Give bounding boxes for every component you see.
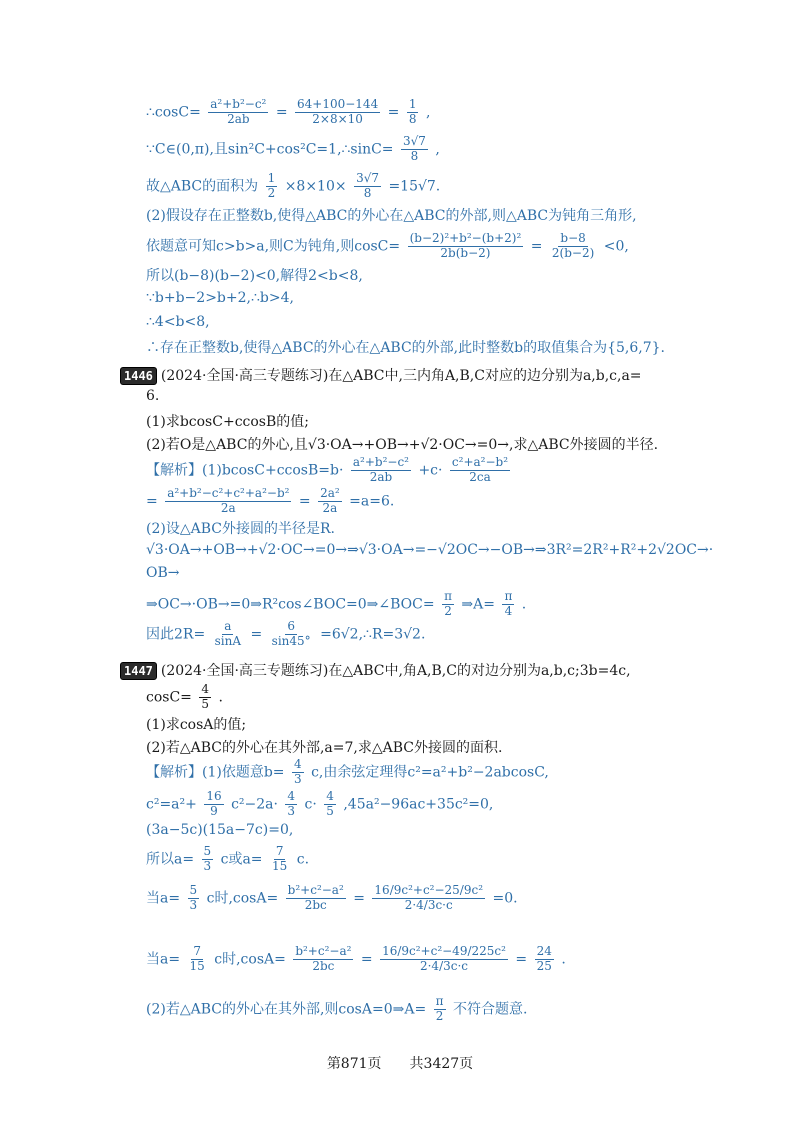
fraction: [270, 845, 289, 874]
text: =: [275, 104, 288, 121]
numerator: 4: [287, 789, 296, 803]
solution-line: [146, 790, 493, 819]
solution-line: ∵b+b−2>b+2,∴b>4,: [146, 290, 294, 306]
numerator: a²+b²−c²+c²+a²−b²: [167, 486, 290, 500]
denominator: 3: [189, 897, 198, 912]
numerator: 1: [408, 97, 417, 111]
fraction: [295, 98, 380, 127]
fraction: [213, 620, 243, 649]
denominator: 2b(b−2): [440, 245, 491, 260]
solution-line: [146, 456, 513, 485]
text: .: [521, 596, 527, 613]
fraction: [204, 790, 223, 819]
numerator: π: [444, 589, 452, 603]
text: ∵C∈(0,π),且sin²C+cos²C=1,∴sinC=: [146, 141, 394, 158]
denominator: sinA: [214, 633, 242, 648]
solution-line: [146, 620, 425, 649]
denominator: 2: [267, 185, 276, 200]
fraction: [550, 232, 596, 261]
text: <0,: [603, 238, 629, 255]
denominator: 4: [504, 603, 513, 618]
numerator: c²+a²−b²: [451, 455, 509, 469]
problem-question-2: (2)若△ABC的外心在其外部,a=7,求△ABC外接圆的面积.: [146, 740, 503, 756]
numerator: 16/9c²+c²−25/9c²: [374, 883, 484, 897]
denominator: 2(b−2): [551, 245, 595, 260]
numerator: 4: [326, 789, 334, 803]
fraction: [208, 98, 268, 127]
text: =0.: [492, 890, 518, 907]
text: ⇒OC→·OB→=0⇒R²cos∠BOC=0⇒∠BOC=: [146, 596, 435, 613]
fraction: [407, 98, 419, 127]
denominator: 8: [363, 185, 372, 200]
fraction: [270, 620, 313, 649]
text: ,: [425, 104, 431, 121]
numerator: 3√7: [356, 171, 379, 185]
numerator: 2a²: [320, 486, 340, 500]
text: =: [387, 104, 400, 121]
text: =6√2,∴R=3√2.: [320, 626, 426, 643]
problem-statement: (2024·全国·高三专题练习)在△ABC中,角A,B,C的对边分别为a,b,c;3b=4c,: [160, 663, 631, 679]
problem-number-badge: 1447: [120, 662, 157, 680]
fraction: [450, 456, 510, 485]
text: c·: [304, 796, 317, 813]
fraction: [401, 135, 428, 164]
text: cosC=: [146, 689, 192, 706]
numerator: b−8: [560, 231, 586, 245]
fraction: [502, 590, 514, 619]
numerator: π: [504, 589, 513, 603]
denominator: 2a: [322, 500, 338, 515]
text: 当a=: [146, 890, 181, 907]
denominator: 9: [210, 803, 218, 818]
text: ,45a²−96ac+35c²=0,: [343, 796, 494, 813]
text: =15√7.: [388, 178, 441, 195]
numerator: b²+c²−a²: [295, 944, 352, 958]
text: =: [298, 493, 311, 510]
text: =: [530, 238, 543, 255]
solution-line: ∴4<b<8,: [146, 314, 210, 330]
text: 不符合题意.: [453, 1001, 528, 1018]
solution-line: [146, 884, 518, 913]
text: ,: [435, 141, 440, 158]
text: =: [250, 626, 263, 643]
fraction: [442, 590, 454, 619]
fraction: [285, 790, 297, 819]
text: =: [353, 890, 365, 907]
numerator: 6: [287, 619, 295, 633]
denominator: 3: [293, 771, 302, 786]
text: c或a=: [220, 851, 263, 868]
fraction: [188, 945, 207, 974]
text: c,由余弦定理得c²=a²+b²−2abcosC,: [311, 764, 549, 781]
problem-question-1: (1)求bcosC+ccosB的值;: [146, 414, 309, 430]
denominator: 2ab: [227, 111, 250, 126]
text: .: [218, 689, 223, 706]
solution-line: (3a−5c)(15a−7c)=0,: [146, 822, 294, 838]
denominator: 15: [189, 958, 205, 973]
denominator: 2: [444, 603, 452, 618]
text: 【解析】(1)bcosC+ccosB=b·: [146, 462, 344, 479]
denominator: 2a: [220, 500, 236, 515]
fraction: [202, 845, 214, 874]
denominator: 8: [408, 111, 417, 126]
denominator: 5: [326, 803, 334, 818]
numerator: a²+b²−c²: [352, 455, 409, 469]
denominator: 2·4/3c·c: [419, 958, 469, 973]
fraction: [188, 884, 200, 913]
denominator: 25: [536, 958, 552, 973]
text: c时,cosA=: [214, 951, 286, 968]
numerator: 3√7: [403, 134, 426, 148]
fraction: [434, 995, 446, 1024]
denominator: sin45°: [271, 633, 311, 648]
numerator: 24: [536, 944, 552, 958]
numerator: b²+c²−a²: [287, 883, 344, 897]
denominator: 2ca: [469, 469, 491, 484]
denominator: 3: [203, 858, 212, 873]
fraction: [286, 884, 346, 913]
solution-line: [146, 590, 526, 619]
text: c.: [296, 851, 310, 868]
numerator: 5: [203, 844, 212, 858]
fraction: [351, 456, 411, 485]
fraction: [293, 945, 353, 974]
solution-line: [146, 995, 527, 1024]
numerator: 4: [201, 682, 209, 696]
denominator: 5: [201, 696, 209, 711]
fraction: [324, 790, 336, 819]
text: ∴cosC=: [146, 104, 201, 121]
solution-line: [146, 758, 549, 787]
numerator: 16/9c²+c²−49/225c²: [382, 944, 506, 958]
denominator: 3: [287, 803, 296, 818]
problem-question-2: (2)若O是△ABC的外心,且√3·OA→+OB→+√2·OC→=0→,求△ABC外接圆的半径.: [146, 437, 659, 453]
text: 故△ABC的面积为: [146, 178, 259, 195]
denominator: 15: [272, 858, 288, 873]
text: .: [561, 951, 566, 968]
text: =: [515, 951, 528, 968]
text: 【解析】(1)依题意b=: [146, 764, 285, 781]
text: 当a=: [146, 951, 181, 968]
solution-line: [146, 135, 440, 164]
solution-line: OB→: [146, 565, 180, 581]
solution-line: [146, 845, 309, 874]
problem-header: [120, 365, 642, 385]
problem-line: 6.: [146, 388, 160, 404]
text: =: [360, 951, 373, 968]
solution-line: [146, 487, 394, 516]
solution-line: [146, 98, 430, 127]
solution-line: [146, 945, 566, 974]
numerator: π: [435, 994, 444, 1008]
solution-line: 所以(b−8)(b−2)<0,解得2<b<8,: [146, 268, 363, 284]
text: ×8×10×: [284, 178, 347, 195]
solution-line: [146, 172, 440, 201]
text: +c·: [418, 462, 443, 479]
text: c²=a²+: [146, 796, 197, 813]
fraction: [535, 945, 554, 974]
text: c时,cosA=: [206, 890, 279, 907]
solution-line: ∴存在正整数b,使得△ABC的外心在△ABC的外部,此时整数b的取值集合为{5,6,7}.: [146, 340, 665, 356]
denominator: 2×8×10: [312, 111, 363, 126]
problem-statement: (2024·全国·高三专题练习)在△ABC中,三内角A,B,C对应的边分别为a,b,c,a=: [160, 368, 642, 384]
denominator: 8: [410, 148, 419, 163]
numerator: 64+100−144: [297, 97, 379, 111]
numerator: 16: [206, 789, 222, 803]
solution-line: (2)假设存在正整数b,使得△ABC的外心在△ABC的外部,则△ABC为钝角三角形,: [146, 208, 637, 224]
text: 因此2R=: [146, 626, 206, 643]
numerator: (b−2)²+b²−(b+2)²: [409, 231, 522, 245]
numerator: 4: [293, 757, 302, 771]
problem-header: [120, 660, 631, 680]
text: c²−2a·: [231, 796, 278, 813]
page-footer: 第871页 共3427页: [326, 1056, 474, 1072]
fraction: [380, 945, 508, 974]
fraction: [318, 487, 342, 516]
fraction: [354, 172, 381, 201]
text: ⇒A=: [461, 596, 495, 613]
denominator: 2bc: [304, 897, 327, 912]
problem-number-badge: 1446: [120, 367, 157, 385]
problem-line: [146, 683, 223, 712]
fraction: [372, 884, 485, 913]
fraction: [292, 758, 304, 787]
fraction: [165, 487, 291, 516]
text: 所以a=: [146, 851, 195, 868]
denominator: 2ab: [369, 469, 393, 484]
fraction: [408, 232, 524, 261]
solution-line: (2)设△ABC外接圆的半径是R.: [146, 521, 335, 537]
solution-line: [146, 232, 629, 261]
numerator: 7: [275, 844, 284, 858]
numerator: a²+b²−c²: [210, 97, 267, 111]
text: (2)若△ABC的外心在其外部,则cosA=0⇒A=: [146, 1001, 427, 1018]
text: =: [146, 493, 158, 510]
numerator: a: [224, 619, 232, 633]
problem-question-1: (1)求cosA的值;: [146, 717, 247, 733]
text: =a=6.: [349, 493, 395, 510]
numerator: 7: [193, 944, 201, 958]
fraction: [266, 172, 278, 201]
denominator: 2: [435, 1008, 444, 1023]
numerator: 1: [267, 171, 276, 185]
denominator: 2bc: [312, 958, 335, 973]
text: 依题意可知c>b>a,则C为钝角,则cosC=: [146, 238, 401, 255]
solution-line: √3·OA→+OB→+√2·OC→=0→⇒√3·OA→=−√2OC→−OB→⇒3R²=2R²+R²+2√2OC→·: [146, 542, 714, 558]
denominator: 2·4/3c·c: [404, 897, 453, 912]
numerator: 5: [189, 883, 198, 897]
fraction: [199, 683, 211, 712]
